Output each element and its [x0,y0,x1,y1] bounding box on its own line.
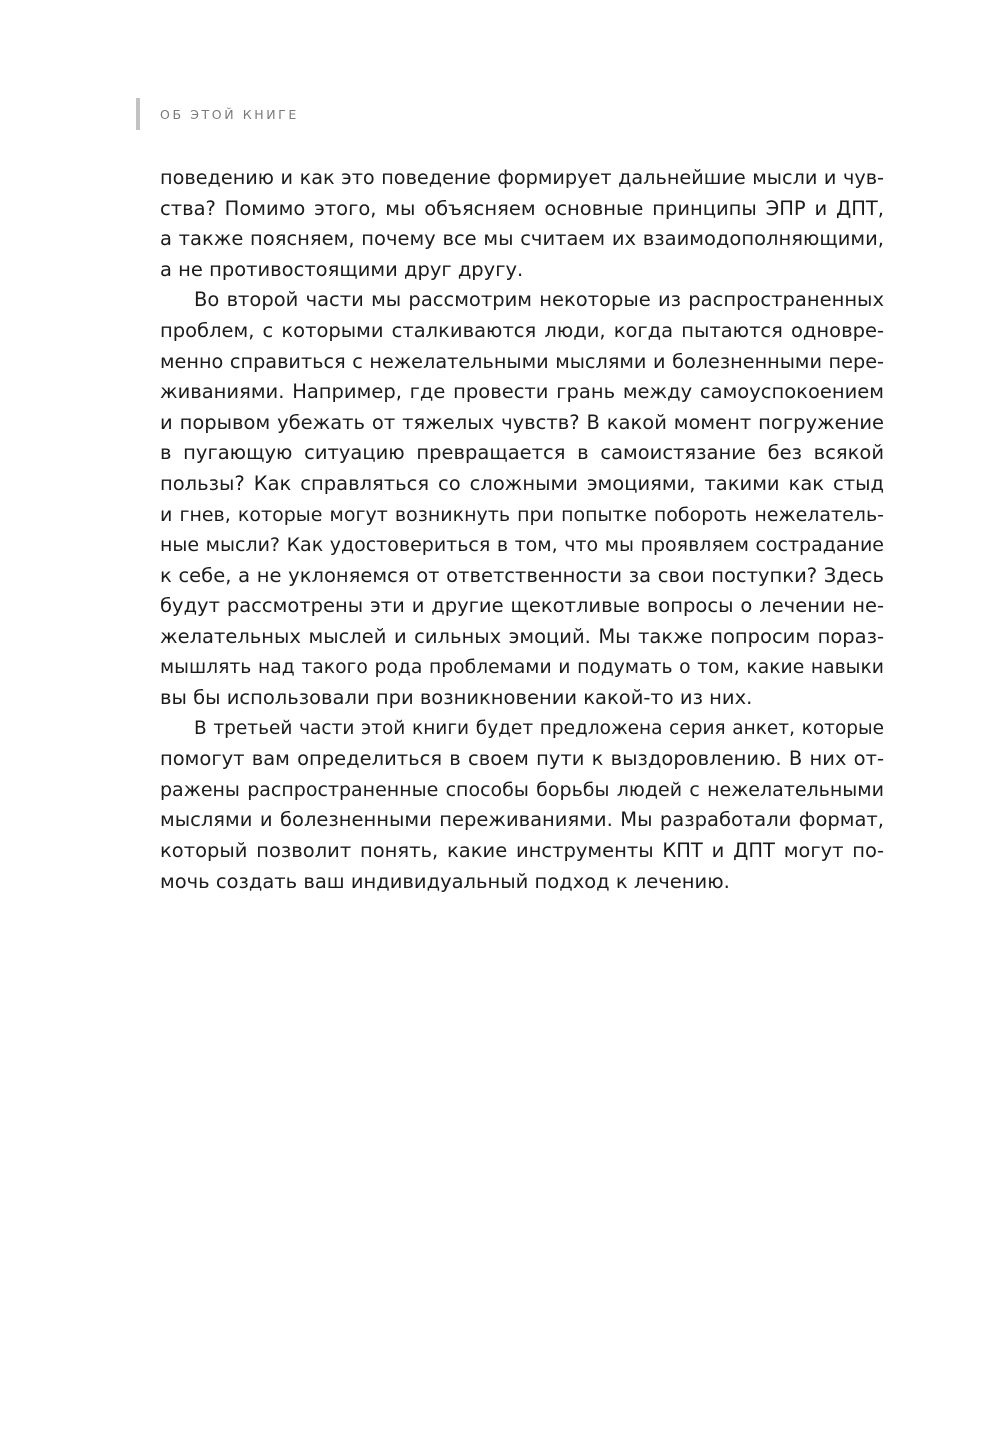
text-line: который позволит понять, какие инструменты КПТ и ДПТ могут по- [160,839,884,863]
text-line: а не противостоящими друг другу. [160,257,524,281]
text-line: а также поясняем, почему все мы считаем их взаимодополняющими, [160,227,884,251]
text-line: мочь создать ваш индивидуальный подход к лечению. [160,869,730,893]
text-line: поведению и как это поведение формирует дальнейшие мысли и чув- [160,166,884,189]
running-head [136,98,299,130]
text-line: ражены распространенные способы борьбы людей с нежелательными [160,778,884,801]
text-line: В третьей части этой книги будет предложена серия анкет, которые [194,717,884,739]
text-line: Во второй части мы рассмотрим некоторые из распространенных [194,288,884,312]
text-line: мыслями и болезненными переживаниями. Мы разработали формат, [160,808,884,832]
text-line: и порывом убежать от тяжелых чувств? В какой момент погружение [160,410,884,434]
text-line: к себе, а не уклоняемся от ответственности за свои поступки? Здесь [160,563,884,587]
section-title: ОБ ЭТОЙ КНИГЕ [160,106,299,122]
text-line: пользы? Как справляться со сложными эмоциями, такими как стыд [160,471,884,495]
paragraph-3 [160,714,884,898]
text-line: желательных мыслей и сильных эмоций. Мы также попросим пораз- [160,624,884,648]
text-line: и гнев, которые могут возникнуть при попытке побороть нежелатель- [160,503,884,526]
text-line: будут рассмотрены эти и другие щекотливые вопросы о лечении не- [160,594,884,618]
text-line: ные мысли? Как удостовериться в том, что мы проявляем сострадание [160,534,884,557]
text-line: в пугающую ситуацию превращается в самоистязание без всякой [160,441,884,465]
text-line: вы бы использовали при возникновении какой-то из них. [160,686,753,710]
text-line: живаниями. Например, где провести грань между самоуспокоением [160,380,884,404]
text-line: ства? Помимо этого, мы объясняем основные принципы ЭПР и ДПТ, [160,196,884,220]
running-head-bar [136,98,140,130]
text-line: помогут вам определиться в своем пути к выздоровлению. В них от- [160,747,884,771]
paragraph-1 [160,163,884,285]
paragraph-2 [160,285,884,713]
text-line: менно справиться с нежелательными мыслями и болезненными пере- [160,349,884,373]
text-line: проблем, с которыми сталкиваются люди, когда пытаются одновре- [160,318,884,342]
text-line: мышлять над такого рода проблемами и подумать о том, какие навыки [160,656,884,678]
body-text [160,163,884,897]
